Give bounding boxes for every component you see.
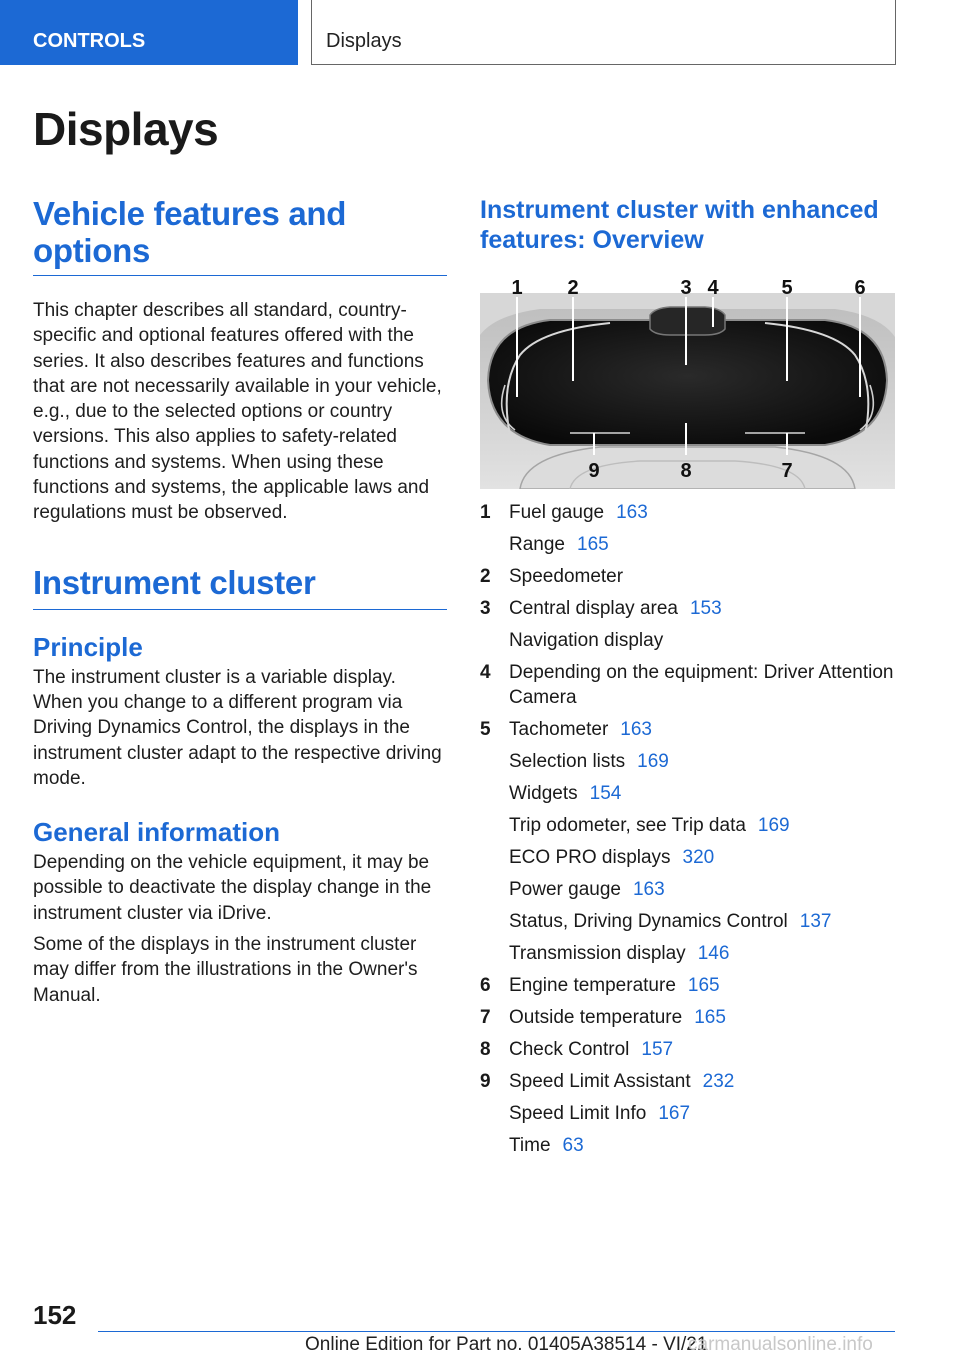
page-reference-link[interactable]: 169 bbox=[757, 815, 790, 836]
legend-item-number: 1 bbox=[480, 502, 491, 523]
callout-1: 1 bbox=[511, 277, 523, 299]
legend-item-number: 2 bbox=[480, 566, 491, 587]
page-reference-link[interactable]: 63 bbox=[562, 1135, 584, 1156]
callout-4: 4 bbox=[707, 277, 719, 299]
heading-general-information: General information bbox=[33, 817, 281, 848]
legend-item-label: Power gauge bbox=[509, 879, 621, 900]
page-reference-link[interactable]: 153 bbox=[689, 598, 722, 619]
legend-item-label: Central display area bbox=[509, 598, 678, 619]
legend-item-number: 5 bbox=[480, 719, 491, 740]
watermark-text: carmanualsonline.info bbox=[688, 1334, 873, 1355]
legend-item bbox=[480, 813, 900, 838]
legend-item-label: Selection lists bbox=[509, 751, 626, 772]
callout-7: 7 bbox=[781, 460, 793, 482]
page-reference-link[interactable]: 320 bbox=[682, 847, 715, 868]
legend-item-label: Navigation display bbox=[509, 630, 664, 651]
legend-item bbox=[480, 973, 900, 998]
page-reference-link[interactable]: 165 bbox=[687, 975, 720, 996]
legend-item bbox=[480, 1005, 900, 1030]
legend-item-label: Outside temperature bbox=[509, 1007, 683, 1028]
legend-item bbox=[480, 1069, 900, 1094]
legend-item-number: 9 bbox=[480, 1071, 491, 1092]
callout-9: 9 bbox=[588, 460, 600, 482]
principle-text: The instrument cluster is a variable display. When you change to a different program via Driving Dynamics Control, the displays in the instrument cluster adapt to the respective driving mode. bbox=[33, 666, 442, 789]
legend-item bbox=[480, 1101, 900, 1126]
page-reference-link[interactable]: 167 bbox=[658, 1103, 691, 1124]
heading-instrument-cluster: Instrument cluster bbox=[33, 563, 316, 601]
page-title: Displays bbox=[33, 103, 219, 155]
page-reference-link[interactable]: 165 bbox=[694, 1007, 726, 1028]
page-number: 152 bbox=[33, 1300, 77, 1330]
callout-5: 5 bbox=[781, 277, 793, 299]
callout-2: 2 bbox=[567, 277, 579, 299]
legend-item-number: 4 bbox=[480, 662, 491, 683]
page-reference-link[interactable]: 146 bbox=[697, 943, 730, 964]
heading-principle: Principle bbox=[33, 631, 143, 662]
general-information-text-1: Depending on the vehicle equipment, it may be possible to deactivate the display change in the instrument cluster via iDrive. bbox=[33, 852, 432, 924]
legend-item-label: Speed Limit Assistant bbox=[509, 1071, 691, 1092]
page-reference-link[interactable]: 232 bbox=[702, 1071, 735, 1092]
legend-item-label: Engine temperature bbox=[509, 975, 676, 996]
callout-3: 3 bbox=[680, 277, 692, 299]
legend-item bbox=[480, 532, 900, 557]
chapter-tab[interactable]: CONTROLS bbox=[0, 0, 298, 65]
legend-item-label: Range bbox=[509, 534, 565, 555]
page-reference-link[interactable]: 165 bbox=[577, 534, 609, 555]
page-reference-link[interactable]: 157 bbox=[641, 1039, 674, 1060]
legend-item-number: 6 bbox=[480, 975, 491, 996]
section-label: Displays bbox=[311, 0, 896, 65]
vehicle-features-text: This chapter describes all standard, country-specific and optional features offered with the series. It also describes features and functions that are not necessarily available in your vehicle, e.g., due to the selected options or country versions. This also applies to safety-related functions and systems. When using these functions and systems, the applicable laws and regulations must be observed. bbox=[33, 300, 442, 524]
legend-item bbox=[480, 628, 900, 653]
legend-item-label: Depending on the equipment: Driver Attention Camera bbox=[509, 662, 894, 708]
callout-6: 6 bbox=[854, 277, 866, 299]
legend-item bbox=[480, 941, 900, 966]
callout-8: 8 bbox=[680, 460, 692, 482]
legend-item bbox=[480, 749, 900, 774]
footer-divider bbox=[98, 1331, 895, 1332]
legend-item-label: Fuel gauge bbox=[509, 502, 605, 523]
legend-item-label: Trip odometer, see Trip data bbox=[509, 815, 746, 836]
legend-item-label: Time bbox=[509, 1135, 551, 1156]
legend-item bbox=[480, 660, 900, 710]
legend-item bbox=[480, 877, 900, 902]
legend-item-label: Status, Driving Dynamics Control bbox=[509, 911, 788, 932]
legend-item-label: ECO PRO displays bbox=[509, 847, 671, 868]
legend-item-label: Check Control bbox=[509, 1039, 630, 1060]
page-reference-link[interactable]: 163 bbox=[616, 502, 648, 523]
edition-text: Online Edition for Part no. 01405A38514 - VI/21 bbox=[305, 1334, 708, 1355]
legend-item bbox=[480, 781, 900, 806]
page-reference-link[interactable]: 169 bbox=[637, 751, 669, 772]
heading-overview: Instrument cluster with enhanced features: Overview bbox=[480, 196, 879, 254]
legend-item bbox=[480, 564, 900, 589]
legend-item bbox=[480, 500, 900, 525]
instrument-cluster-illustration bbox=[480, 275, 895, 489]
page-reference-link[interactable]: 163 bbox=[620, 719, 652, 740]
heading-vehicle-features: Vehicle features and options bbox=[33, 195, 347, 269]
page-reference-link[interactable]: 137 bbox=[799, 911, 832, 932]
general-information-text-2: Some of the displays in the instrument cluster may differ from the illustrations in the Owner's Manual. bbox=[33, 934, 418, 1006]
legend-item-label: Widgets bbox=[509, 783, 578, 804]
legend-item-label: Speedometer bbox=[509, 566, 624, 587]
legend-item-label: Tachometer bbox=[509, 719, 609, 740]
left-column bbox=[33, 195, 447, 1008]
legend-item bbox=[480, 717, 900, 742]
callout-legend-list bbox=[480, 500, 900, 1165]
right-column bbox=[480, 195, 895, 255]
legend-item-label: Speed Limit Info bbox=[509, 1103, 647, 1124]
legend-item-number: 3 bbox=[480, 598, 491, 619]
page-reference-link[interactable]: 163 bbox=[632, 879, 665, 900]
legend-item bbox=[480, 596, 900, 621]
legend-item-number: 8 bbox=[480, 1039, 491, 1060]
legend-item bbox=[480, 909, 900, 934]
legend-item-number: 7 bbox=[480, 1007, 491, 1028]
legend-item bbox=[480, 1133, 900, 1158]
legend-item bbox=[480, 1037, 900, 1062]
legend-item bbox=[480, 845, 900, 870]
page-reference-link[interactable]: 154 bbox=[589, 783, 622, 804]
legend-item-label: Transmission display bbox=[509, 943, 686, 964]
